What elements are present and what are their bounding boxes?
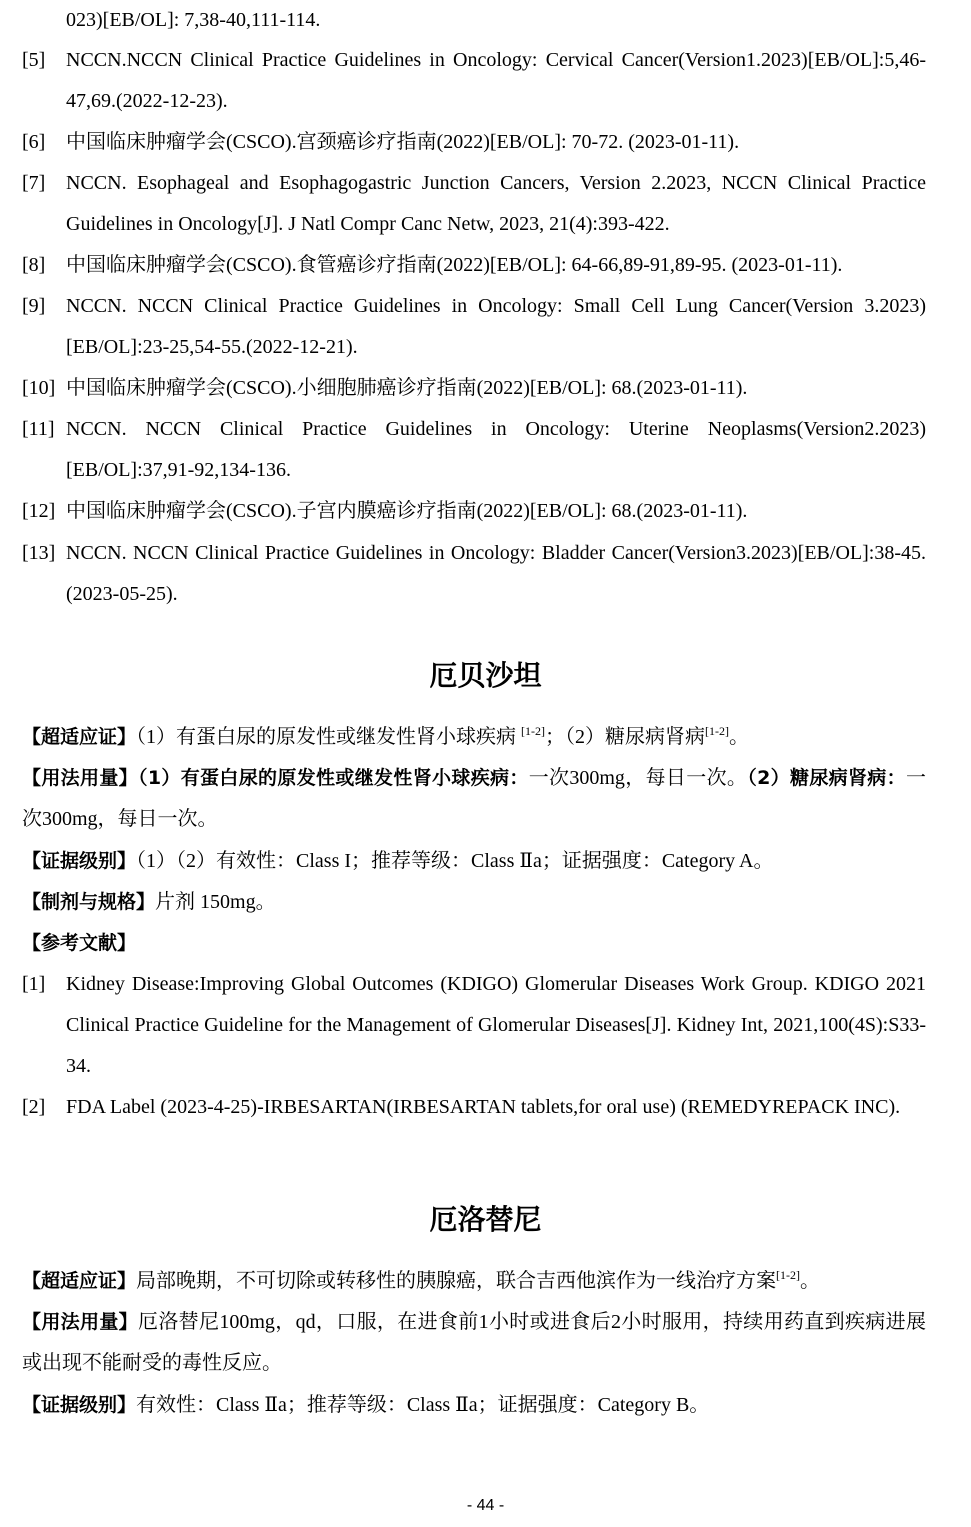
- page-number: - 44 -: [466, 1497, 505, 1514]
- reference-text: NCCN. NCCN Clinical Practice Guidelines in Oncology: Uterine Neoplasms(Version2.2023)[EB/OL]:37,91-92,134-136.: [66, 418, 926, 481]
- dosage-label: 【用法用量】: [22, 767, 138, 789]
- reference-item: [22, 409, 926, 491]
- indication-text: 。: [800, 1270, 821, 1292]
- reference-text: 中国临床肿瘤学会(CSCO).小细胞肺癌诊疗指南(2022)[EB/OL]: 68.(2023-01-11).: [66, 377, 748, 399]
- indication-paragraph: [22, 717, 926, 758]
- reference-number: [11]: [22, 418, 55, 440]
- indication-label: 【超适应证】: [22, 1270, 137, 1292]
- reference-text: 中国临床肿瘤学会(CSCO).子宫内膜癌诊疗指南(2022)[EB/OL]: 68.(2023-01-11).: [66, 500, 748, 522]
- reference-text: FDA Label (2023-4-25)-IRBESARTAN(IRBESARTAN tablets,for oral use) (REMEDYREPACK INC).: [66, 1096, 901, 1118]
- spec-text: 片剂 150mg。: [155, 891, 276, 913]
- section-title: 厄洛替尼: [429, 1203, 542, 1236]
- citation: [1-2]: [776, 1268, 801, 1282]
- reference-item: [22, 286, 926, 368]
- dosage-text: 一次300mg，每日一次。: [22, 767, 926, 830]
- reference-number: [13]: [22, 542, 56, 564]
- reference-number: [10]: [22, 377, 56, 399]
- section-title: 厄贝沙坦: [429, 659, 542, 692]
- evidence-text: 有效性：Class Ⅱa；推荐等级：Class Ⅱa；证据强度：Category B。: [136, 1394, 710, 1416]
- reference-item: [22, 368, 926, 409]
- reference-text: 023)[EB/OL]: 7,38-40,111-114.: [66, 9, 321, 31]
- reference-number: [1]: [22, 973, 46, 995]
- references-heading: [22, 923, 926, 964]
- reference-item: [22, 964, 926, 1087]
- reference-number: [12]: [22, 500, 56, 522]
- reference-text: Kidney Disease:Improving Global Outcomes (KDIGO) Glomerular Diseases Work Group. KDIGO 2021 Clinical Practice Guideline for the Management of Glomerular Diseases[J]. Kidney Int, 2021,100(4S):S33-34.: [66, 973, 926, 1077]
- spec-label: 【制剂与规格】: [22, 891, 156, 913]
- indication-paragraph: [22, 1261, 926, 1302]
- references-label: 【参考文献】: [22, 932, 137, 954]
- reference-item: [22, 245, 926, 286]
- spec-paragraph: [22, 882, 926, 923]
- reference-item: [22, 1087, 926, 1128]
- reference-item: [22, 0, 926, 41]
- reference-text: 中国临床肿瘤学会(CSCO).宫颈癌诊疗指南(2022)[EB/OL]: 70-72. (2023-01-11).: [66, 131, 740, 153]
- reference-text: NCCN. NCCN Clinical Practice Guidelines in Oncology: Small Cell Lung Cancer(Version 3.2023)[EB/OL]:23-25,54-55.(2022-12-21).: [66, 295, 926, 358]
- reference-text: NCCN. Esophageal and Esophagogastric Junction Cancers, Version 2.2023, NCCN Clinical Practice Guidelines in Oncology[J]. J Natl Compr Canc Netw, 2023, 21(4):393-422.: [66, 172, 926, 235]
- reference-item: [22, 40, 926, 122]
- reference-item: [22, 533, 926, 615]
- reference-text: NCCN.NCCN Clinical Practice Guidelines in Oncology: Cervical Cancer(Version1.2023)[EB/OL]:5,46-47,69.(2022-12-23).: [66, 49, 926, 112]
- citation: [1-2]: [521, 724, 546, 738]
- reference-number: [7]: [22, 172, 46, 194]
- reference-item: [22, 163, 926, 245]
- indication-text: ；（2）糖尿病肾病: [545, 726, 706, 748]
- evidence-label: 【证据级别】: [22, 850, 137, 872]
- indication-text: 局部晚期，不可切除或转移性的胰腺癌，联合吉西他滨作为一线治疗方案: [136, 1270, 777, 1292]
- reference-number: [6]: [22, 131, 46, 153]
- reference-text: 中国临床肿瘤学会(CSCO).食管癌诊疗指南(2022)[EB/OL]: 64-66,89-91,89-95. (2023-01-11).: [66, 254, 843, 276]
- evidence-paragraph: [22, 1385, 926, 1426]
- dosage-paragraph: [22, 758, 926, 840]
- indication-text: 。: [729, 726, 750, 748]
- dosage-text: 厄洛替尼100mg，qd，口服，在进食前1小时或进食后2小时服用，持续用药直到疾病进展或出现不能耐受的毒性反应。: [22, 1311, 926, 1374]
- dosage-paragraph: [22, 1302, 926, 1384]
- reference-number: [5]: [22, 49, 46, 71]
- evidence-paragraph: [22, 841, 926, 882]
- reference-item: [22, 122, 926, 163]
- dosage-subheading: （1）有蛋白尿的原发性或继发性肾小球疾病：: [138, 767, 529, 789]
- citation: [1-2]: [705, 724, 730, 738]
- evidence-text: （1）（2）有效性：Class I；推荐等级：Class Ⅱa；证据强度：Category A。: [136, 850, 774, 872]
- reference-number: [2]: [22, 1096, 46, 1118]
- evidence-label: 【证据级别】: [22, 1394, 137, 1416]
- reference-text: NCCN. NCCN Clinical Practice Guidelines in Oncology: Bladder Cancer(Version3.2023)[EB/OL]:38-45.(2023-05-25).: [66, 542, 926, 605]
- indication-text: （1）有蛋白尿的原发性或继发性肾小球疾病: [136, 726, 522, 748]
- dosage-subheading: （2）糖尿病肾病：: [747, 767, 906, 789]
- dosage-label: 【用法用量】: [22, 1311, 139, 1333]
- indication-label: 【超适应证】: [22, 726, 137, 748]
- reference-number: [8]: [22, 254, 46, 276]
- reference-number: [9]: [22, 295, 46, 317]
- dosage-text: 一次300mg，每日一次。: [528, 767, 748, 789]
- reference-item: [22, 491, 926, 532]
